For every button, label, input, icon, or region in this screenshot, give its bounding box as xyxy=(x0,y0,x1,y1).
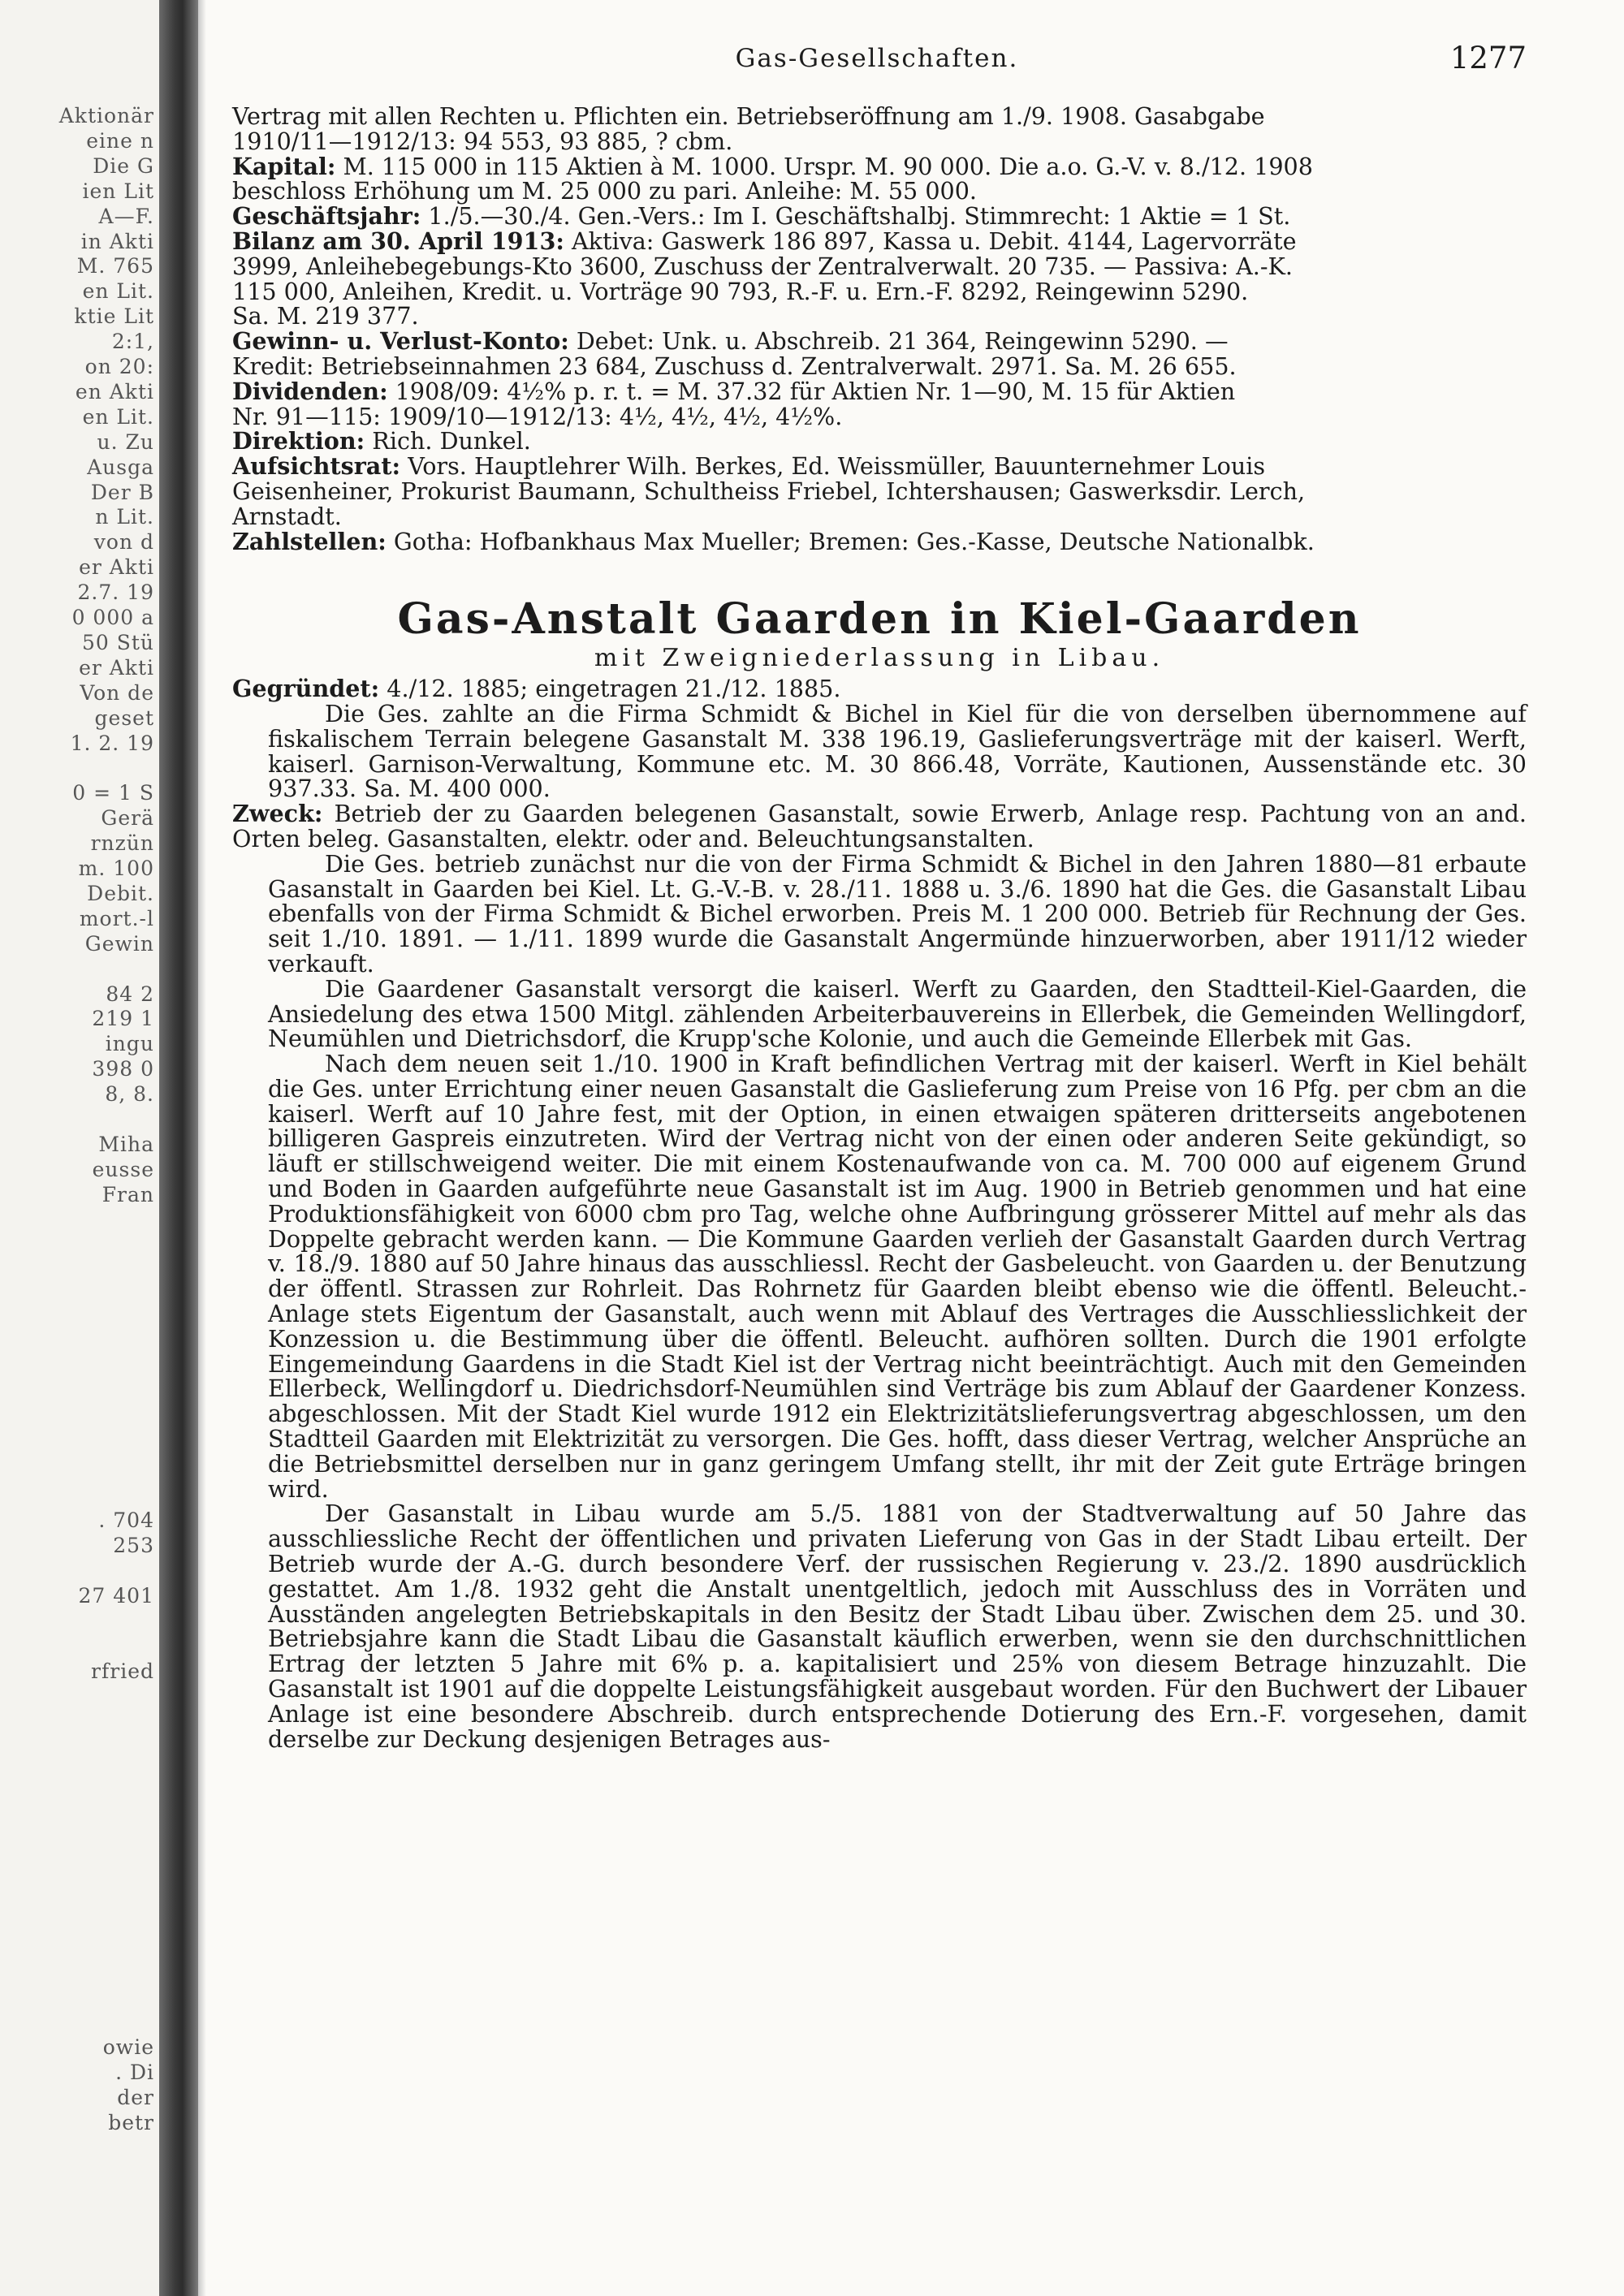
left-page-fragment: er Akti xyxy=(79,555,154,580)
left-page-fragment: betr xyxy=(108,2111,154,2134)
left-page-fragment: . Di xyxy=(115,2061,154,2085)
left-page-fragment: M. 765 xyxy=(76,254,154,278)
paragraph-libau: Der Gasanstalt in Libau wurde am 5./5. 1881 von der Stadtverwaltung auf 50 Jahre das ausschliessliche Recht der öffentlichen und privaten Lieferung von Gas in der Stadt Libau erteilt. Der Betrieb wurde der A.-G. durch besondere Verf. der russischen Regierung v. 23./2. 1890 ausdrücklich gestattet. Am 1./8. 1932 geht die Anstalt unentgeltlich, jedoch mit Ausschluss des in Vorräten und Ausständen angelegten Betriebskapitals in den Besitz der Stadt Libau über. Zwischen dem 25. und 30. Betriebsjahre kann die Stadt Libau die Gasanstalt käuflich erwerben, wenn sie den durchschnittlichen Ertrag der letzten 5 Jahre mit 6% p. a. kapitalisiert und 25% von diesem Betrage hinzuzahlt. Die Gasanstalt ist 1901 auf die doppelte Leistungsfähigkeit ausgebaut worden. Für den Buchwert der Libauer Anlage ist eine besondere Abschreib. durch entsprechende Dotierung des Ern.-F. vorgesehen, damit derselbe zur Deckung desjenigen Betrages aus- xyxy=(268,1500,1527,1753)
left-page-fragment: er Akti xyxy=(79,655,154,680)
entry1-line: 3999, Anleihebegebungs-Kto 3600, Zuschuss der Zentralverwalt. 20 735. — Passiva: A.-K. xyxy=(232,252,1293,280)
entry1-line: Sa. M. 219 377. xyxy=(232,302,419,330)
left-page-fragment: 398 0 xyxy=(92,1057,154,1081)
entry1-line: Geisenheiner, Prokurist Baumann, Schultheiss Friebel, Ichtershausen; Gaswerksdir. Lerch, xyxy=(232,477,1306,505)
entry1-line: Kredit: Betriebseinnahmen 23 684, Zuschuss d. Zentralverwalt. 2971. Sa. M. 26 655. xyxy=(232,352,1237,380)
entry-subtitle: mit Zweigniederlassung in Libau. xyxy=(594,644,1165,673)
left-page-fragment: 8, 8. xyxy=(105,1082,154,1107)
left-page-margin xyxy=(0,0,159,2296)
entry1-line: 1910/11—1912/13: 94 553, 93 885, ? cbm. xyxy=(232,127,733,155)
left-page-fragment: geset xyxy=(94,706,154,730)
left-page-fragment: Gewin xyxy=(84,931,154,956)
left-page-fragment: en Lit. xyxy=(82,279,154,304)
entry1-line: Vertrag mit allen Rechten u. Pflichten ein. Betriebseröffnung am 1./9. 1908. Gasabgabe xyxy=(232,102,1265,130)
left-page-fragment: 50 Stü xyxy=(81,630,154,654)
left-page-fragment: mort.-l xyxy=(79,906,154,930)
paragraph-purchase: Die Ges. zahlte an die Firma Schmidt & Bichel in Kiel für die von derselben übernommene auf fiskalischem Terrain belegene Gasanstalt M. 338 196.19, Gaslieferungsverträge mit der kaiserl. Werft, kaiserl. Garnison-Verwaltung, Kommune etc. M. 30 866.48, Vorräte, Kautionen, Aussenstände etc. 30 937.33. Sa. M. 400 000. xyxy=(268,699,1527,803)
entry1-line: beschloss Erhöhung um M. 25 000 zu pari. Anleihe: M. 55 000. xyxy=(232,177,977,205)
left-page-fragment: Der B xyxy=(90,480,154,504)
paragraph-contract: Nach dem neuen seit 1./10. 1900 in Kraft befindlichen Vertrag mit der kaiserl. Werft in Kiel behält die Ges. unter Errichtung einer neuen Gasanstalt die Gaslieferung zum Preise von 16 Pfg. per cbm an die kaiserl. Werft auf 10 Jahre fest, mit der Option, in einen etwaigen späteren dritterseits angebotenen billigeren Gaspreis einzutreten. Wird der Vertrag nicht von der einen oder anderen Seite gekündigt, so läuft er stillschweigend weiter. Die mit einem Kostenaufwande von ca. M. 700 000 auf eigenem Grund und Boden in Gaarden aufgeführte neue Gasanstalt ist im Aug. 1900 in Betrieb genommen und hat eine Produktionsfähigkeit von 6000 cbm pro Tag, welche ohne Aufbringung grösserer Mittel auf mehr als das Doppelte gebracht werden kann. — Die Kommune Gaarden verlieh der Gasanstalt Gaarden durch Vertrag v. 18./9. 1880 auf 50 Jahre hinaus das ausschliessl. Recht der Gasbeleucht. von Gaarden u. der Benutzung der öffentl. Strassen zur Rohrleit. Das Rohrnetz für Gaarden bleibt ebenso wie die öffentl. Beleucht.-Anlage stets Eigentum der Gasanstalt, auch wenn mit Ablauf des Vertrages die Ausschliesslichkeit der Konzession u. die Bestimmung über die öffentl. Beleucht. aufhören sollten. Durch die 1901 erfolgte Eingemeindung Gaardens in die Stadt Kiel ist der Vertrag nicht beeinträchtigt. Auch mit den Gemeinden Ellerbeck, Wellingdorf u. Diedrichsdorf-Neumühlen sind Verträge bis zum Ablauf der Gaardener Konzess. abgeschlossen. Mit der Stadt Kiel wurde 1912 ein Elektrizitätslieferungsvertrag abgeschlossen, um den Stadtteil Gaarden mit Elektrizität zu versorgen. Die Ges. hofft, dass dieser Vertrag, welcher Ansprüche an die Betriebsmittel derselben nur in ganz geringem Umfang stellt, ihr mit der Zeit gute Erträge bringen wird. xyxy=(268,1050,1527,1503)
left-page-fragment: 1. 2. 19 xyxy=(70,731,154,755)
entry1-line: Zahlstellen: Gotha: Hofbankhaus Max Mueller; Bremen: Ges.-Kasse, Deutsche Nationalbk. xyxy=(232,527,1315,555)
left-page-fragment: Fran xyxy=(102,1182,154,1206)
left-page-fragment: rfried xyxy=(91,1659,154,1683)
left-page-fragment: 2.7. 19 xyxy=(77,580,154,605)
gutter-shadow xyxy=(198,0,206,2296)
left-page-fragment: in Akti xyxy=(80,229,154,253)
left-page-fragment: n Lit. xyxy=(95,505,154,529)
left-page-fragment: 0 = 1 S xyxy=(72,781,154,805)
left-page-fragment: ingu xyxy=(105,1032,154,1056)
zweck-line: Zweck: Betrieb der zu Gaarden belegenen Gasanstalt, sowie Erwerb, Anlage resp. Pachtung von an and. Orten beleg. Gasanstalten, elektr. oder and. Beleuchtungsanstalten. xyxy=(232,800,1527,852)
left-page-fragment: eusse xyxy=(92,1157,154,1181)
page-header xyxy=(227,41,1527,84)
entry1-line: Direktion: Rich. Dunkel. xyxy=(232,427,531,455)
entry-title: Gas-Anstalt Gaarden in Kiel-Gaarden xyxy=(397,594,1362,645)
left-page-fragment: der xyxy=(117,2086,154,2110)
entry-body xyxy=(268,849,1527,1753)
left-page-fragment: Gerä xyxy=(101,806,154,831)
left-page-fragment: A—F. xyxy=(98,204,154,228)
left-page-fragment: en Akti xyxy=(75,379,154,404)
left-page-fragment: 0 000 a xyxy=(71,606,154,629)
left-page-fragment: 219 1 xyxy=(92,1007,154,1031)
left-page-fragment: Von de xyxy=(80,680,154,705)
paragraph-history: Die Ges. betrieb zunächst nur die von der Firma Schmidt & Bichel in den Jahren 1880—81 erbaute Gasanstalt in Gaarden bei Kiel. Lt. G.-V.-B. v. 28./11. 1888 u. 3./6. 1890 hat die Ges. die Gasanstalt Libau ebenfalls von der Firma Schmidt & Bichel erworben. Preis M. 1 200 000. Betrieb für Rechnung der Ges. seit 1./10. 1891. — 1./11. 1899 wurde die Gasanstalt Angermünde hinzuerworben, aber 1911/12 wieder verkauft. xyxy=(268,849,1527,978)
entry-body xyxy=(268,701,1527,801)
left-page-fragment: ktie Lit xyxy=(74,304,154,329)
left-page-fragment: 84 2 xyxy=(106,982,154,1006)
left-page-fragment: u. Zu xyxy=(97,429,154,454)
left-page-fragment: 27 401 xyxy=(78,1584,154,1608)
left-page-fragment: on 20: xyxy=(84,355,154,378)
entry1-line: Dividenden: 1908/09: 4½% p. r. t. = M. 37.32 für Aktien Nr. 1—90, M. 15 für Aktien xyxy=(232,377,1236,405)
left-page-fragment: Aktionär xyxy=(58,104,154,127)
page-number: 1277 xyxy=(1449,41,1527,76)
left-page-fragment: 2:1, xyxy=(111,330,154,354)
entry1-line: Aufsichtsrat: Vors. Hauptlehrer Wilh. Berkes, Ed. Weissmüller, Bauunternehmer Louis xyxy=(232,452,1266,481)
entry1-line: Arnstadt. xyxy=(232,502,342,530)
left-page-fragment: Die G xyxy=(93,153,154,178)
running-title: Gas-Gesellschaften. xyxy=(735,44,1019,73)
entry-previous-company xyxy=(232,104,1527,554)
left-page-fragment: eine n xyxy=(86,128,154,153)
entry-gas-anstalt-gaarden xyxy=(232,676,1527,1751)
page-content xyxy=(232,104,1527,1751)
entry1-line: Kapital: M. 115 000 in 115 Aktien à M. 1000. Urspr. M. 90 000. Die a.o. G.-V. v. 8./12. 1908 xyxy=(232,152,1313,180)
left-page-fragment: ien Lit xyxy=(82,179,154,203)
left-page-fragment: m. 100 xyxy=(78,857,154,880)
left-page-fragment: . 704 xyxy=(98,1508,154,1533)
book-gutter xyxy=(159,0,198,2296)
left-page-fragment: Ausga xyxy=(87,455,154,479)
entry1-line: Geschäftsjahr: 1./5.—30./4. Gen.-Vers.: Im I. Geschäftshalbj. Stimmrecht: 1 Aktie = 1 St. xyxy=(232,202,1291,231)
entry1-line: Bilanz am 30. April 1913: Aktiva: Gaswerk 186 897, Kassa u. Debit. 4144, Lagervorräte xyxy=(232,227,1297,255)
entry1-line: Nr. 91—115: 1909/10—1912/13: 4½, 4½, 4½, 4½%. xyxy=(232,402,843,430)
entry1-line: 115 000, Anleihen, Kredit. u. Vorträge 90 793, R.-F. u. Ern.-F. 8292, Reingewinn 5290. xyxy=(232,277,1249,305)
left-page-fragment: rnzün xyxy=(90,831,154,856)
left-page-fragment: owie xyxy=(102,2035,154,2060)
paragraph-supply: Die Gaardener Gasanstalt versorgt die kaiserl. Werft zu Gaarden, den Stadtteil-Kiel-Gaarden, die Ansiedelung des etwa 1500 Mitgl. zählenden Arbeiterbauvereins in Ellerbek, die Gemeinden Wellingdorf, Neumühlen und Dietrichsdorf, die Krupp'sche Kolonie, und auch die Gemeinde Ellerbek mit Gas. xyxy=(268,974,1527,1053)
left-page-fragment: Miha xyxy=(98,1132,154,1156)
founded-line: Gegründet: 4./12. 1885; eingetragen 21./12. 1885. xyxy=(232,675,841,703)
left-page-fragment: 253 xyxy=(113,1534,154,1558)
left-page-fragment: Debit. xyxy=(87,881,154,905)
left-page-fragment: en Lit. xyxy=(82,404,154,429)
left-page-fragment: von d xyxy=(93,530,154,555)
entry1-line: Gewinn- u. Verlust-Konto: Debet: Unk. u. Abschreib. 21 364, Reingewinn 5290. — xyxy=(232,327,1229,356)
